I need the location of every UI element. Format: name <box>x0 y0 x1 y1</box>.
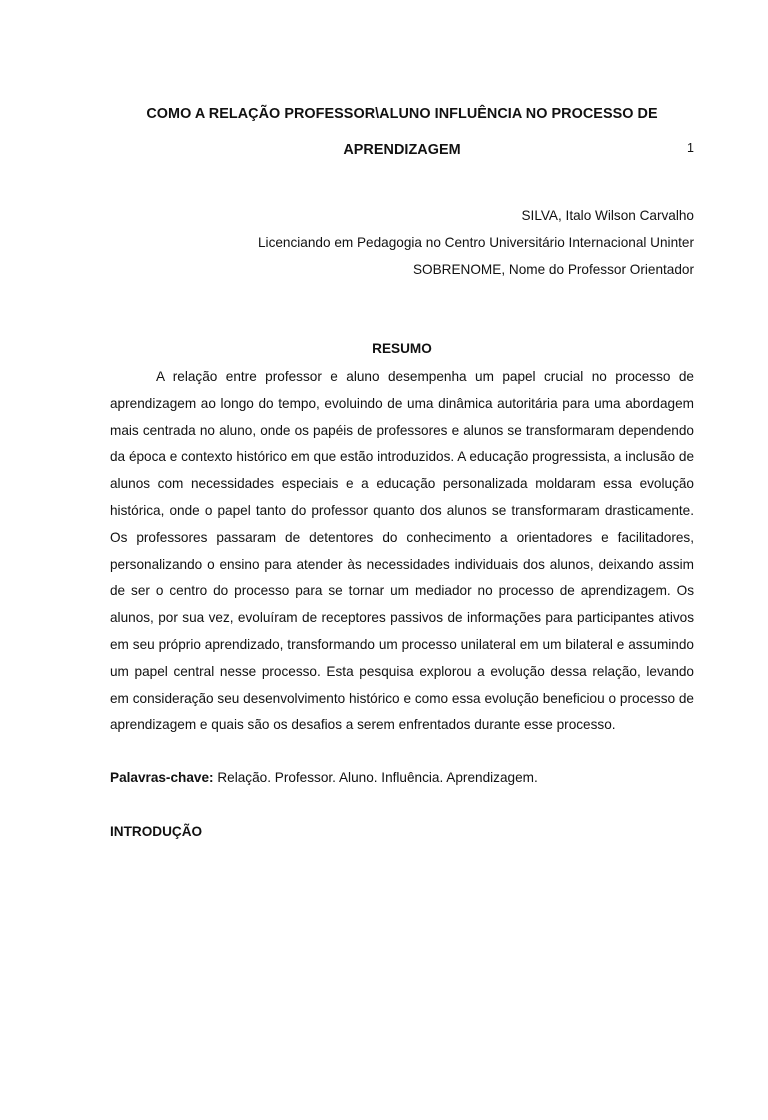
author-affiliation: Licenciando em Pedagogia no Centro Universitário Internacional Uninter <box>257 235 694 250</box>
abstract-heading: RESUMO <box>372 341 432 356</box>
author-name: SILVA, Italo Wilson Carvalho <box>521 208 694 223</box>
author-block <box>110 202 694 283</box>
keywords-line <box>110 768 694 788</box>
document-title: COMO A RELAÇÃO PROFESSOR\ALUNO INFLUÊNCIA NO PROCESSO DE APRENDIZAGEM <box>146 106 658 158</box>
keywords-text: Relação. Professor. Aluno. Influência. Aprendizagem. <box>217 770 538 786</box>
introduction-heading: INTRODUÇÃO <box>110 824 203 840</box>
keywords-label: Palavras-chave: <box>110 770 214 786</box>
abstract-text: A relação entre professor e aluno desempenha um papel crucial no processo de aprendizagem ao longo do tempo, evoluindo de uma dinâmica autoritária para uma abordagem mais centrada no aluno, onde os papéis de professores e alunos se transformaram dependendo da época e contexto histórico em que estão introduzidos. A educação progressista, a inclusão de alunos com necessidades especiais e a educação personalizada moldaram essa evolução histórica, onde o papel tanto do professor quanto dos alunos se transformaram drasticamente. Os professores passaram de detentores do conhecimento a orientadores e facilitadores, personalizando o ensino para atender às necessidades individuais dos alunos, deixando assim de ser o centro do processo para se tornar um mediador no processo de aprendizagem. Os alunos, por sua vez, evoluíram de receptores passivos de informações para participantes ativos em seu próprio aprendizado, transformando um processo unilateral em um bilateral e assumindo um papel central nesse processo. Esta pesquisa explorou a evolução dessa relação, levando em consideração seu desenvolvimento histórico e como essa evolução beneficiou o processo de aprendizagem e quais são os desafios a serem enfrentados durante esse processo. <box>110 369 694 733</box>
page-number: 1 <box>687 141 694 155</box>
document-page <box>0 96 768 1120</box>
advisor-name: SOBRENOME, Nome do Professor Orientador <box>412 262 694 277</box>
